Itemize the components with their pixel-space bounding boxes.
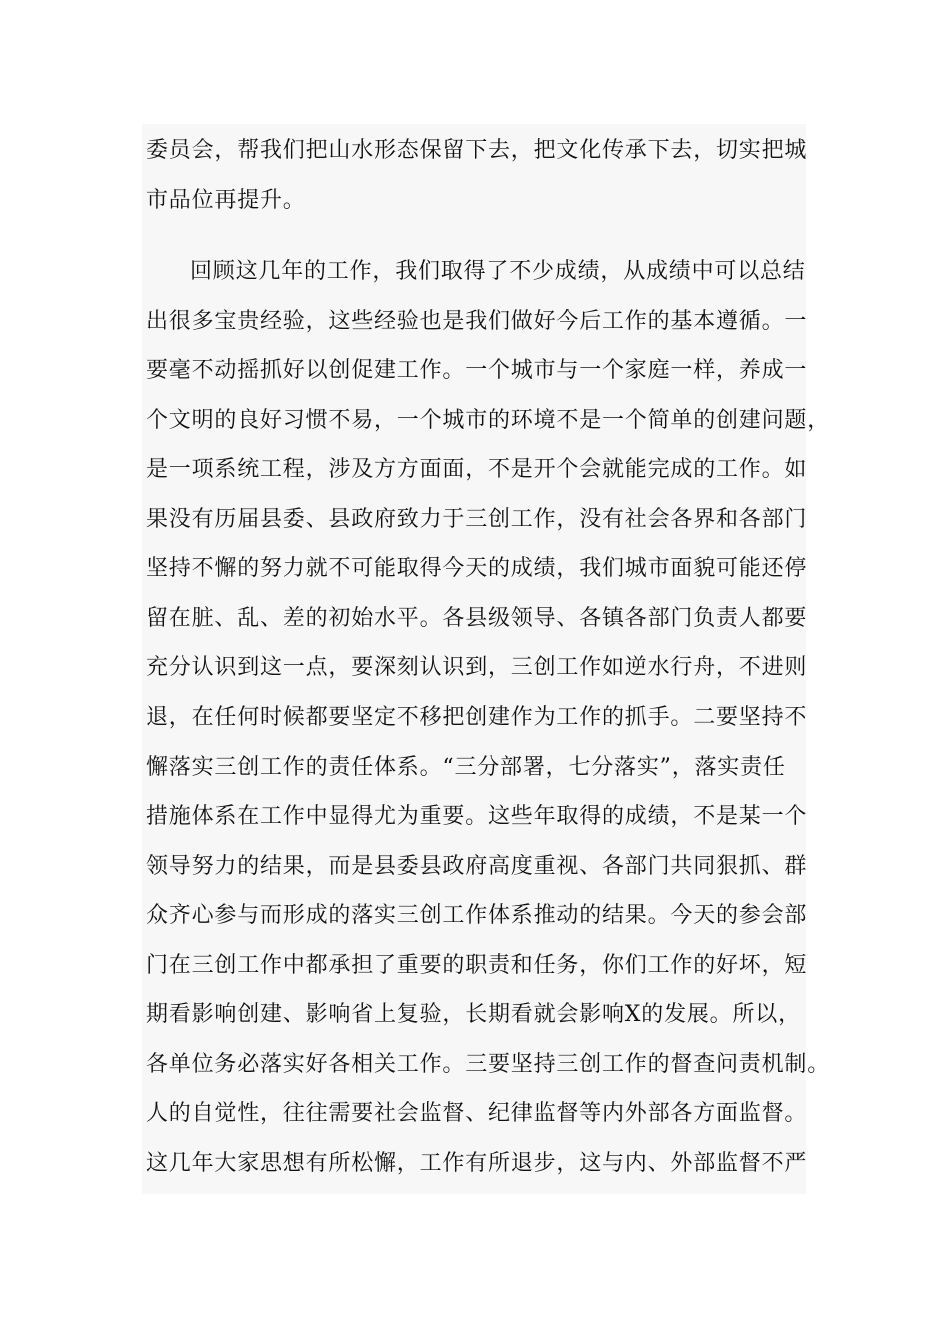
paragraph-1-line-2: 市品位再提升。: [146, 188, 306, 213]
paragraph-2-line-1: 回顾这几年的工作，我们取得了不少成绩，从成绩中可以总结: [190, 259, 806, 284]
paragraph-1-line-1: 委员会，帮我们把山水形态保留下去，把文化传承下去，切实把城: [146, 138, 808, 163]
paragraph-2-line-14: 众齐心参与而形成的落实三创工作体系推动的结果。今天的参会部: [146, 903, 808, 928]
paragraph-2-line-7: 坚持不懈的努力就不可能取得今天的成绩，我们城市面貌可能还停: [146, 556, 808, 581]
paragraph-2-line-17: 各单位务必落实好各相关工作。三要坚持三创工作的督查问责机制。: [146, 1052, 831, 1077]
paragraph-2-line-19: 这几年大家思想有所松懈，工作有所退步，这与内、外部监督不严: [146, 1151, 808, 1176]
paragraph-2-line-18: 人的自觉性，往往需要社会监督、纪律监督等内外部各方面监督。: [146, 1101, 808, 1126]
paragraph-2-line-6: 果没有历届县委、县政府致力于三创工作，没有社会各界和各部门: [146, 507, 808, 532]
paragraph-2-line-4: 个文明的良好习惯不易，一个城市的环境不是一个简单的创建问题，: [146, 408, 831, 433]
paragraph-2-line-12: 措施体系在工作中显得尤为重要。这些年取得的成绩，不是某一个: [146, 804, 808, 829]
paragraph-2-line-2: 出很多宝贵经验，这些经验也是我们做好今后工作的基本遵循。一: [146, 309, 808, 334]
paragraph-2-line-13: 领导努力的结果，而是县委县政府高度重视、各部门共同狠抓、群: [146, 854, 808, 879]
paragraph-2-line-9: 充分认识到这一点，要深刻认识到，三创工作如逆水行舟，不进则: [146, 655, 808, 680]
paragraph-2-line-3: 要毫不动摇抓好以创促建工作。一个城市与一个家庭一样，养成一: [146, 358, 808, 383]
paragraph-2-line-16: 期看影响创建、影响省上复验，长期看就会影响X的发展。所以，: [146, 1002, 801, 1027]
paragraph-2-line-8: 留在脏、乱、差的初始水平。各县级领导、各镇各部门负责人都要: [146, 606, 808, 631]
paragraph-2-line-15: 门在三创工作中都承担了重要的职责和任务，你们工作的好坏，短: [146, 953, 808, 978]
paragraph-2-line-11: 懈落实三创工作的责任体系。“三分部署，七分落实”，落实责任: [146, 755, 786, 780]
paragraph-2-line-5: 是一项系统工程，涉及方方面面，不是开个会就能完成的工作。如: [146, 457, 808, 482]
paragraph-2-line-10: 退，在任何时候都要坚定不移把创建作为工作的抓手。二要坚持不: [146, 705, 808, 730]
